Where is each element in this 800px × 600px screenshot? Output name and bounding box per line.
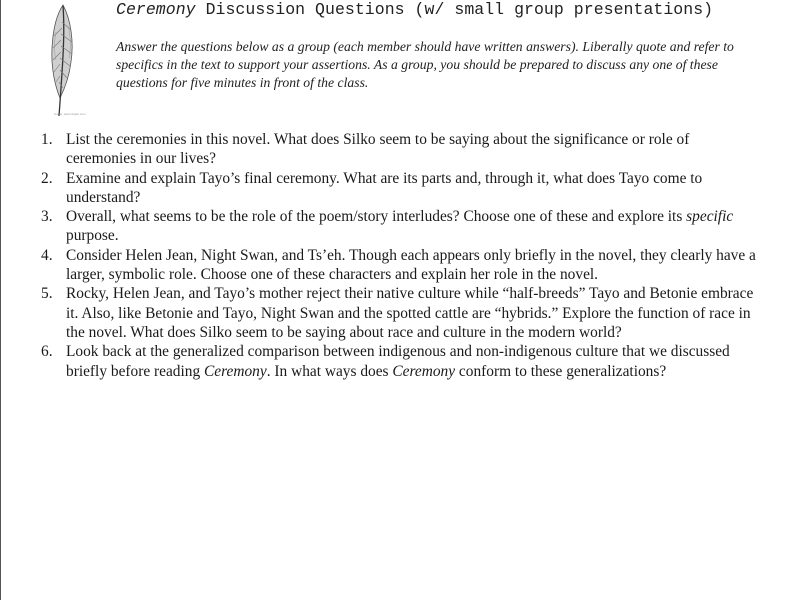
- question-text: [66, 343, 730, 379]
- question-text-part: . In what ways does: [266, 362, 393, 380]
- feather-image: [44, 2, 80, 118]
- question-number: 5.: [41, 285, 53, 303]
- question-item: [30, 342, 760, 381]
- question-text: Consider Helen Jean, Night Swan, and Ts’eh. Though each appears only briefly in the novel, they clearly have a larger, symbolic role. Choose one of these characters and explain her role in the novel.: [66, 246, 756, 284]
- question-text: Examine and explain Tayo’s final ceremony. What are its parts and, through it, what does Tayo come to understand?: [66, 169, 703, 206]
- question-item: [30, 246, 760, 285]
- page-title: [116, 0, 713, 19]
- question-text-part: Overall, what seems to be the role of the poem/story interludes? Choose one of these and explore its: [66, 208, 687, 226]
- feather-credit: image: www.clipart.com: [54, 112, 86, 116]
- question-item: [30, 169, 760, 208]
- question-text: List the ceremonies in this novel. What does Silko seem to be saying about the significance or role of ceremonies in our lives?: [66, 131, 690, 168]
- question-text-part: Look back at the generalized comparison between indigenous and non-indigenous culture that we discussed briefly before reading: [66, 343, 730, 380]
- question-emphasis: specific: [686, 208, 734, 226]
- page-left-border: [0, 0, 1, 600]
- question-item: [30, 130, 760, 169]
- title-book-name: Ceremony: [116, 0, 196, 19]
- question-number: 1.: [41, 131, 53, 148]
- question-number: 4.: [41, 246, 53, 264]
- question-text: [66, 208, 733, 244]
- question-text-part: conform to these generalizations?: [455, 362, 667, 380]
- question-item: [30, 284, 760, 342]
- question-emphasis: Ceremony: [204, 362, 267, 380]
- question-text-part: purpose.: [66, 227, 119, 245]
- title-rest: Discussion Questions (w/ small group presentations): [195, 0, 714, 19]
- question-number: 3.: [41, 208, 53, 226]
- question-text: Rocky, Helen Jean, and Tayo’s mother reject their native culture while “half-breeds” Tayo and Betonie embrace it. Also, like Betonie and Tayo, Night Swan and the spotted cattle are “hybrids.” Explore the function of race in the novel. What does Silko seem to be saying about race and culture in the modern world?: [66, 285, 754, 341]
- question-number: 6.: [41, 343, 53, 361]
- question-list: [30, 130, 760, 381]
- question-emphasis: Ceremony: [392, 362, 456, 380]
- question-item: [30, 207, 760, 246]
- question-number: 2.: [41, 169, 53, 187]
- instructions: Answer the questions below as a group (each member should have written answers). Liberally quote and refer to specifics in the text to support your assertions. As a group, you should be prepared to discuss any one of these questions for five minutes in front of the class.: [116, 39, 734, 90]
